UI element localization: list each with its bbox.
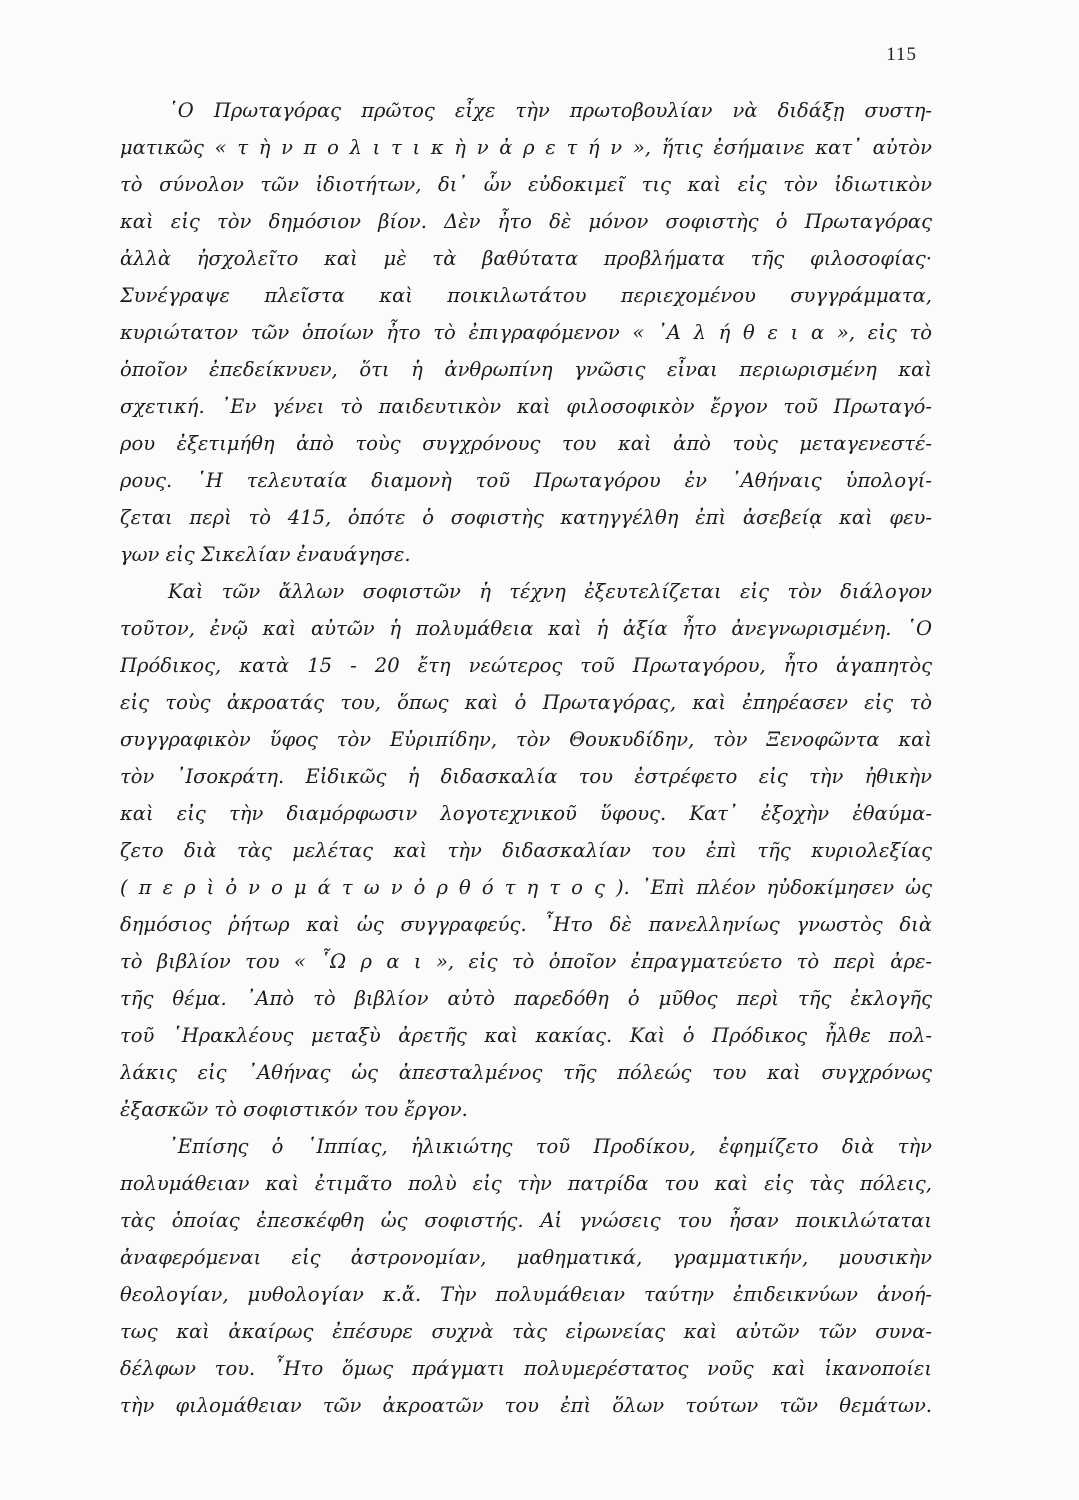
body-text: [120, 92, 932, 1424]
text-line: κυριώτατον τῶν ὁποίων ἦτο τὸ ἐπιγραφόμενον « ᾿Α λ ή θ ε ι α », εἰς τὸ: [120, 321, 932, 344]
text-line: ρους. ῾Η τελευταία διαμονὴ τοῦ Πρωταγόρου ἐν ᾿Αθήναις ὑπολογί-: [120, 469, 932, 492]
text-line: τὸν ᾿Ισοκράτη. Εἰδικῶς ἡ διδασκαλία του ἐστρέφετο εἰς τὴν ἠθικὴν: [120, 765, 932, 788]
text-line: τὴν φιλομάθειαν τῶν ἀκροατῶν του ἐπὶ ὅλων τούτων τῶν θεμάτων.: [120, 1394, 932, 1417]
page-number: 115: [886, 44, 917, 65]
text-line: τὸ σύνολον τῶν ἰδιοτήτων, δι᾿ ὧν εὐδοκιμεῖ τις καὶ εἰς τὸν ἰδιωτικὸν: [120, 173, 932, 196]
text-line: τοῦτον, ἐνῷ καὶ αὐτῶν ἡ πολυμάθεια καὶ ἡ ἀξία ἦτο ἀνεγνωρισμένη. ῾Ο: [120, 617, 932, 640]
text-line: θεολογίαν, μυθολογίαν κ.ἄ. Τὴν πολυμάθειαν ταύτην ἐπιδεικνύων ἀνοή-: [120, 1283, 932, 1306]
text-line: γων εἰς Σικελίαν ἐναυάγησε.: [120, 543, 411, 566]
text-line: συγγραφικὸν ὕφος τὸν Εὐριπίδην, τὸν Θουκυδίδην, τὸν Ξενοφῶντα καὶ: [120, 728, 932, 751]
text-line: ζετο διὰ τὰς μελέτας καὶ τὴν διδασκαλίαν του ἐπὶ τῆς κυριολεξίας: [120, 839, 932, 862]
text-line: τὸ βιβλίον του « ῟Ω ρ α ι », εἰς τὸ ὁποῖον ἐπραγματεύετο τὸ περὶ ἀρε-: [120, 950, 932, 973]
text-line: δημόσιος ῥήτωρ καὶ ὡς συγγραφεύς. ῏Ητο δὲ πανελληνίως γνωστὸς διὰ: [120, 913, 932, 936]
text-line: ᾿Επίσης ὁ ῾Ιππίας, ἡλικιώτης τοῦ Προδίκου, ἐφημίζετο διὰ τὴν: [168, 1135, 932, 1158]
text-line: καὶ εἰς τὴν διαμόρφωσιν λογοτεχνικοῦ ὕφους. Κατ᾿ ἐξοχὴν ἐθαύμα-: [120, 802, 932, 825]
text-line: ρου ἐξετιμήθη ἀπὸ τοὺς συγχρόνους του καὶ ἀπὸ τοὺς μεταγενεστέ-: [120, 432, 932, 455]
text-line: εἰς τοὺς ἀκροατάς του, ὅπως καὶ ὁ Πρωταγόρας, καὶ ἐπηρέασεν εἰς τὸ: [120, 691, 932, 714]
text-line: ῾Ο Πρωταγόρας πρῶτος εἶχε τὴν πρωτοβουλίαν νὰ διδάξῃ συστη-: [168, 99, 932, 122]
text-line: ματικῶς « τ ὴ ν π ο λ ι τ ι κ ὴ ν ἀ ρ ε τ ή ν », ἥτις ἐσήμαινε κατ᾿ αὐτὸν: [120, 136, 932, 159]
text-line: ἀλλὰ ἠσχολεῖτο καὶ μὲ τὰ βαθύτατα προβλήματα τῆς φιλοσοφίας·: [120, 247, 932, 270]
text-line: τὰς ὁποίας ἐπεσκέφθη ὡς σοφιστής. Αἱ γνώσεις του ἦσαν ποικιλώταται: [120, 1209, 932, 1232]
text-line: σχετική. ᾿Εν γένει τὸ παιδευτικὸν καὶ φιλοσοφικὸν ἔργον τοῦ Πρωταγό-: [120, 395, 932, 418]
text-line: ζεται περὶ τὸ 415, ὁπότε ὁ σοφιστὴς κατηγγέλθη ἐπὶ ἀσεβείᾳ καὶ φευ-: [120, 506, 932, 529]
text-line: πολυμάθειαν καὶ ἐτιμᾶτο πολὺ εἰς τὴν πατρίδα του καὶ εἰς τὰς πόλεις,: [120, 1172, 932, 1195]
text-line: ἐξασκῶν τὸ σοφιστικόν του ἔργον.: [120, 1098, 468, 1121]
text-line: τως καὶ ἀκαίρως ἐπέσυρε συχνὰ τὰς εἰρωνείας καὶ αὐτῶν τῶν συνα-: [120, 1320, 932, 1343]
text-line: ἀναφερόμεναι εἰς ἀστρονομίαν, μαθηματικά, γραμματικήν, μουσικὴν: [120, 1246, 932, 1269]
text-line: τοῦ ῾Ηρακλέους μεταξὺ ἀρετῆς καὶ κακίας. Καὶ ὁ Πρόδικος ἦλθε πολ-: [120, 1024, 932, 1047]
text-line: Πρόδικος, κατὰ 15 - 20 ἔτη νεώτερος τοῦ Πρωταγόρου, ἦτο ἀγαπητὸς: [120, 654, 932, 677]
text-line: ( π ε ρ ὶ ὀ ν ο μ ά τ ω ν ὀ ρ θ ό τ η τ ο ς ). ᾿Επὶ πλέον ηὐδοκίμησεν ὡς: [120, 876, 932, 899]
text-line: Καὶ τῶν ἄλλων σοφιστῶν ἡ τέχνη ἐξευτελίζεται εἰς τὸν διάλογον: [168, 580, 932, 603]
text-line: τῆς θέμα. ᾿Απὸ τὸ βιβλίον αὐτὸ παρεδόθη ὁ μῦθος περὶ τῆς ἐκλογῆς: [120, 987, 932, 1010]
text-line: λάκις εἰς ᾿Αθήνας ὡς ἀπεσταλμένος τῆς πόλεώς του καὶ συγχρόνως: [120, 1061, 932, 1084]
text-line: ὁποῖον ἐπεδείκνυεν, ὅτι ἡ ἀνθρωπίνη γνῶσις εἶναι περιωρισμένη καὶ: [120, 358, 932, 381]
text-line: δέλφων του. ῏Ητο ὅμως πράγματι πολυμερέστατος νοῦς καὶ ἱκανοποίει: [120, 1357, 932, 1380]
text-line: Συνέγραψε πλεῖστα καὶ ποικιλωτάτου περιεχομένου συγγράμματα,: [120, 284, 932, 307]
text-line: καὶ εἰς τὸν δημόσιον βίον. Δὲν ἦτο δὲ μόνον σοφιστὴς ὁ Πρωταγόρας: [120, 210, 932, 233]
